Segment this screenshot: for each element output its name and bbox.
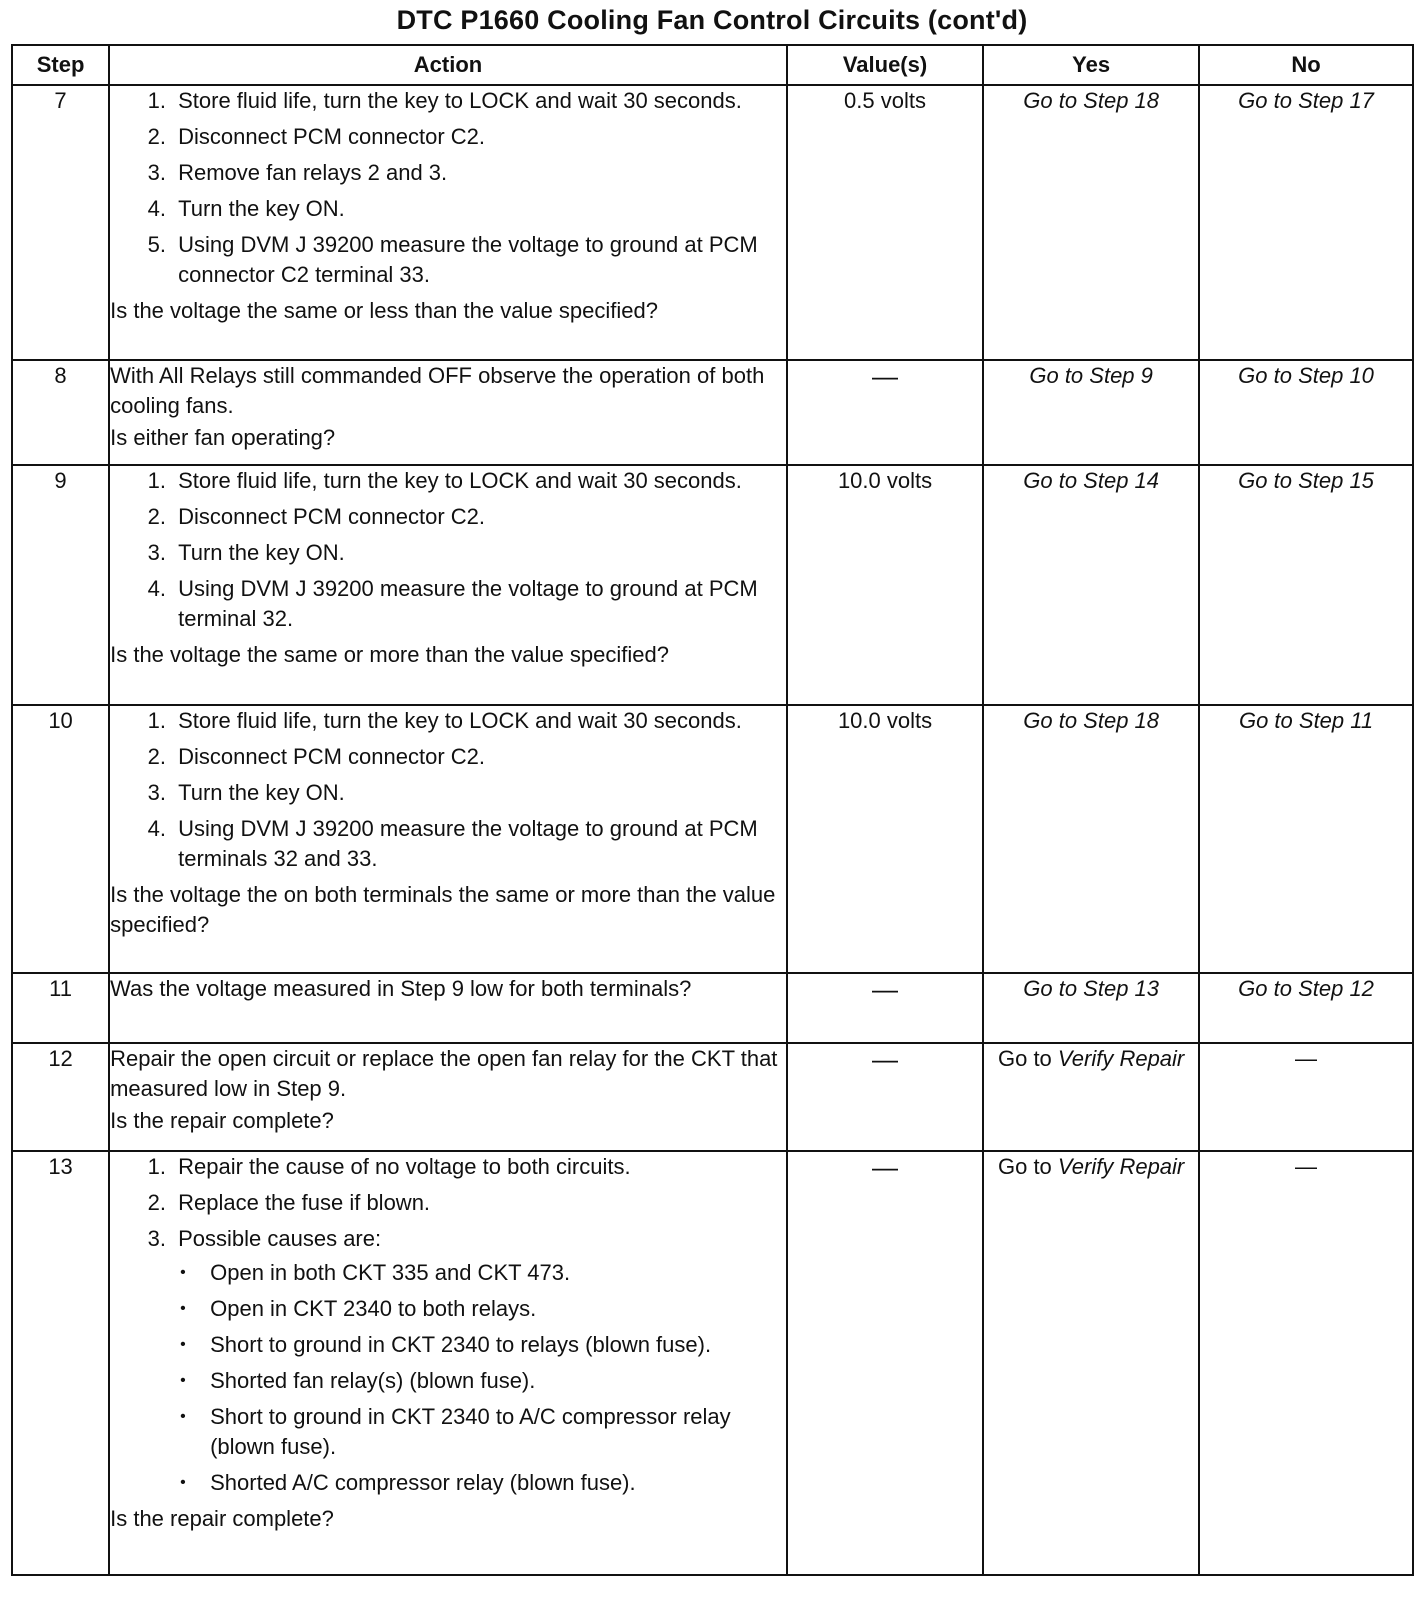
list-item: 4. Using DVM J 39200 measure the voltage to ground at PCM terminal 32. <box>172 574 786 634</box>
yes-cell <box>983 1151 1199 1575</box>
no-cell: Go to Step 15 <box>1199 465 1413 705</box>
diagnostic-table <box>11 44 1414 1576</box>
list-item <box>172 1224 786 1498</box>
cause-item: • Shorted A/C compressor relay (blown fuse). <box>208 1468 786 1498</box>
list-item: 1. Store fluid life, turn the key to LOCK and wait 30 seconds. <box>172 466 786 496</box>
action-question: Is the repair complete? <box>110 1506 334 1531</box>
no-cell: — <box>1199 1043 1413 1151</box>
list-item: 1. Store fluid life, turn the key to LOCK and wait 30 seconds. <box>172 86 786 116</box>
cause-item: • Short to ground in CKT 2340 to relays (blown fuse). <box>208 1330 786 1360</box>
yes-prefix: Go to <box>997 1154 1052 1179</box>
list-item-label: Possible causes are: <box>178 1226 382 1251</box>
action-question: Is the voltage the same or more than the value specified? <box>110 642 669 667</box>
action-steps-list <box>110 86 786 290</box>
table-row-step-11 <box>12 973 1413 1043</box>
no-cell: — <box>1199 1151 1413 1575</box>
step-number: 12 <box>12 1043 109 1151</box>
table-row-step-13 <box>12 1151 1413 1575</box>
step-number: 9 <box>12 465 109 705</box>
yes-cell: Go to Step 18 <box>983 705 1199 973</box>
list-item: 2. Disconnect PCM connector C2. <box>172 502 786 532</box>
value-cell: — <box>787 360 983 465</box>
action-question: Is the repair complete? <box>110 1108 334 1133</box>
value-cell: 0.5 volts <box>787 85 983 360</box>
list-item: 1. Store fluid life, turn the key to LOCK and wait 30 seconds. <box>172 706 786 736</box>
table-row-step-7 <box>12 85 1413 360</box>
list-item: 4. Using DVM J 39200 measure the voltage to ground at PCM terminals 32 and 33. <box>172 814 786 874</box>
action-text: Repair the open circuit or replace the open fan relay for the CKT that measured low in Step 9. <box>110 1046 778 1101</box>
header-action: Action <box>109 45 787 85</box>
action-question: Is either fan operating? <box>110 425 336 450</box>
action-question: Is the voltage the on both terminals the same or more than the value specified? <box>110 882 776 937</box>
list-item: 2. Disconnect PCM connector C2. <box>172 742 786 772</box>
verify-repair-link[interactable]: Verify Repair <box>1057 1154 1185 1179</box>
table-row-step-10 <box>12 705 1413 973</box>
possible-causes-list <box>178 1258 786 1498</box>
yes-cell: Go to Step 13 <box>983 973 1199 1043</box>
list-item: 5. Using DVM J 39200 measure the voltage to ground at PCM connector C2 terminal 33. <box>172 230 786 290</box>
no-cell: Go to Step 11 <box>1199 705 1413 973</box>
cause-item: • Open in CKT 2340 to both relays. <box>208 1294 786 1324</box>
table-row-step-9 <box>12 465 1413 705</box>
step-number: 13 <box>12 1151 109 1575</box>
yes-cell: Go to Step 18 <box>983 85 1199 360</box>
list-item: 2. Disconnect PCM connector C2. <box>172 122 786 152</box>
step-number: 10 <box>12 705 109 973</box>
table-row-step-12 <box>12 1043 1413 1151</box>
value-cell: — <box>787 1043 983 1151</box>
yes-cell <box>983 1043 1199 1151</box>
table-header-row <box>12 45 1413 85</box>
action-cell <box>109 85 787 360</box>
list-item: 1. Repair the cause of no voltage to both circuits. <box>172 1152 786 1182</box>
table-row-step-8 <box>12 360 1413 465</box>
list-item: 3. Turn the key ON. <box>172 538 786 568</box>
value-cell: — <box>787 973 983 1043</box>
cause-item: • Shorted fan relay(s) (blown fuse). <box>208 1366 786 1396</box>
header-yes: Yes <box>983 45 1199 85</box>
action-steps-list <box>110 466 786 634</box>
no-cell: Go to Step 17 <box>1199 85 1413 360</box>
cause-item: • Open in both CKT 335 and CKT 473. <box>208 1258 786 1288</box>
list-item: 4. Turn the key ON. <box>172 194 786 224</box>
value-cell: — <box>787 1151 983 1575</box>
action-question: Is the voltage the same or less than the value specified? <box>110 298 658 323</box>
value-cell: 10.0 volts <box>787 705 983 973</box>
action-steps-list <box>110 1152 786 1498</box>
list-item: 2. Replace the fuse if blown. <box>172 1188 786 1218</box>
action-cell <box>109 465 787 705</box>
action-steps-list <box>110 706 786 874</box>
yes-prefix: Go to <box>997 1046 1052 1071</box>
no-cell: Go to Step 12 <box>1199 973 1413 1043</box>
page-title: DTC P1660 Cooling Fan Control Circuits (cont'd) <box>396 5 1028 35</box>
action-cell <box>109 1151 787 1575</box>
action-question: Was the voltage measured in Step 9 low for both terminals? <box>110 976 692 1001</box>
yes-cell: Go to Step 9 <box>983 360 1199 465</box>
list-item: 3. Turn the key ON. <box>172 778 786 808</box>
action-cell <box>109 973 787 1043</box>
step-number: 7 <box>12 85 109 360</box>
cause-item: • Short to ground in CKT 2340 to A/C compressor relay (blown fuse). <box>208 1402 786 1462</box>
action-cell <box>109 1043 787 1151</box>
action-cell <box>109 705 787 973</box>
yes-cell: Go to Step 14 <box>983 465 1199 705</box>
step-number: 8 <box>12 360 109 465</box>
header-values: Value(s) <box>787 45 983 85</box>
value-cell: 10.0 volts <box>787 465 983 705</box>
header-step: Step <box>12 45 109 85</box>
no-cell: Go to Step 10 <box>1199 360 1413 465</box>
action-cell <box>109 360 787 465</box>
verify-repair-link[interactable]: Verify Repair <box>1057 1046 1185 1071</box>
step-number: 11 <box>12 973 109 1043</box>
header-no: No <box>1199 45 1413 85</box>
action-text: With All Relays still commanded OFF observe the operation of both cooling fans. <box>110 363 765 418</box>
list-item: 3. Remove fan relays 2 and 3. <box>172 158 786 188</box>
